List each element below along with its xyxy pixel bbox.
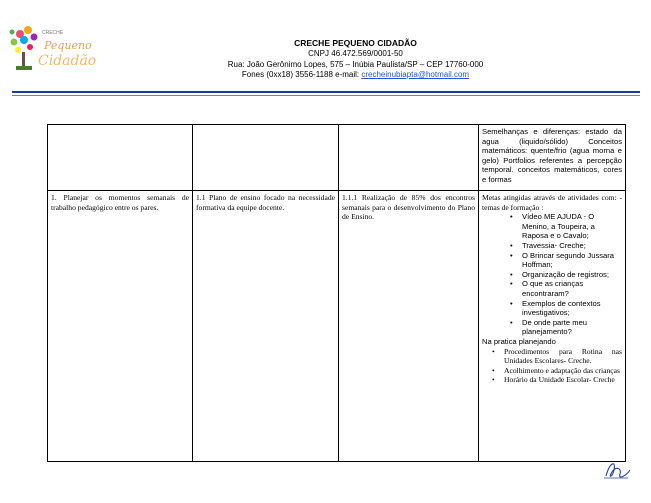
practice-subheading: Na pratica planejando [482,336,556,346]
list-item: • De onde parte meu planejamento? [482,318,622,337]
address: Rua: João Gerônimo Lopes, 575 – Inúbia Paulista/SP – CEP 17760-000 [227,59,484,69]
results-intro: Metas atingidas através de atividades com: - temas de formação : [482,193,622,212]
svg-text:Pequeno: Pequeno [44,39,92,52]
empty-cell [339,125,479,191]
header-rule-thin [12,95,640,96]
email-link[interactable]: crecheinubiapta@hotmail.com [361,70,470,79]
action-cell: 1.1 Plano de ensino focado na necessidade formativa da equipe docente. [193,191,339,462]
svg-text:Cidadão: Cidadão [38,53,97,69]
goal-cell: 1.1.1 Realização de 85% dos encontros semanais para o desenvolvimento do Plano de Ensino. [339,191,479,462]
signature [600,456,634,482]
cnpj: CNPJ 46.472.569/0001-50 [308,49,403,58]
objective-cell: 1. Planejar os momentos semanais de trabalho pedagógico entre os pares. [48,191,193,462]
list-item: • O que as crianças encontraram? [482,279,622,298]
list-item: • Organização de registros; [482,270,622,280]
list-item: • Exemplos de contextos investigativos; [482,299,622,318]
list-item: • Procedimentos para Rotina nas Unidades Escolares- Creche. [482,347,622,366]
svg-text:CRECHE: CRECHE [42,30,64,36]
list-item: • Travessia- Creche; [482,241,622,251]
phones: Fones (0xx18) 3556-1188 e-mail: [241,70,362,79]
results-cell [479,191,626,462]
empty-cell [193,125,339,191]
contact-line [60,70,651,81]
planning-table [47,124,626,462]
table-row [48,125,626,191]
header-rule [12,91,640,93]
org-name: CRECHE PEQUENO CIDADÃO [294,38,417,48]
formation-topics-list [482,212,622,337]
list-item: • Horário da Unidade Escolar- Creche [482,375,622,385]
list-item: • Acolhimento e adaptação das crianças [482,366,622,376]
practice-list [482,347,622,385]
table-row [48,191,626,462]
empty-cell [48,125,193,191]
list-item: • Vídeo ME AJUDA - O Menino, a Toupeira, a Raposa e o Cavalo; [482,212,622,241]
letterhead [0,38,651,81]
table-cell-top: Semelhanças e diferenças: estado da agua (liquido/sólido) Conceitos matemáticos: quente/frio (agua morna e gelo) Portfolios referentes a percepção temporal. conceitos matemáticos, cores e formas [479,125,626,191]
list-item: • O Brincar segundo Jussara Hoffman; [482,251,622,270]
